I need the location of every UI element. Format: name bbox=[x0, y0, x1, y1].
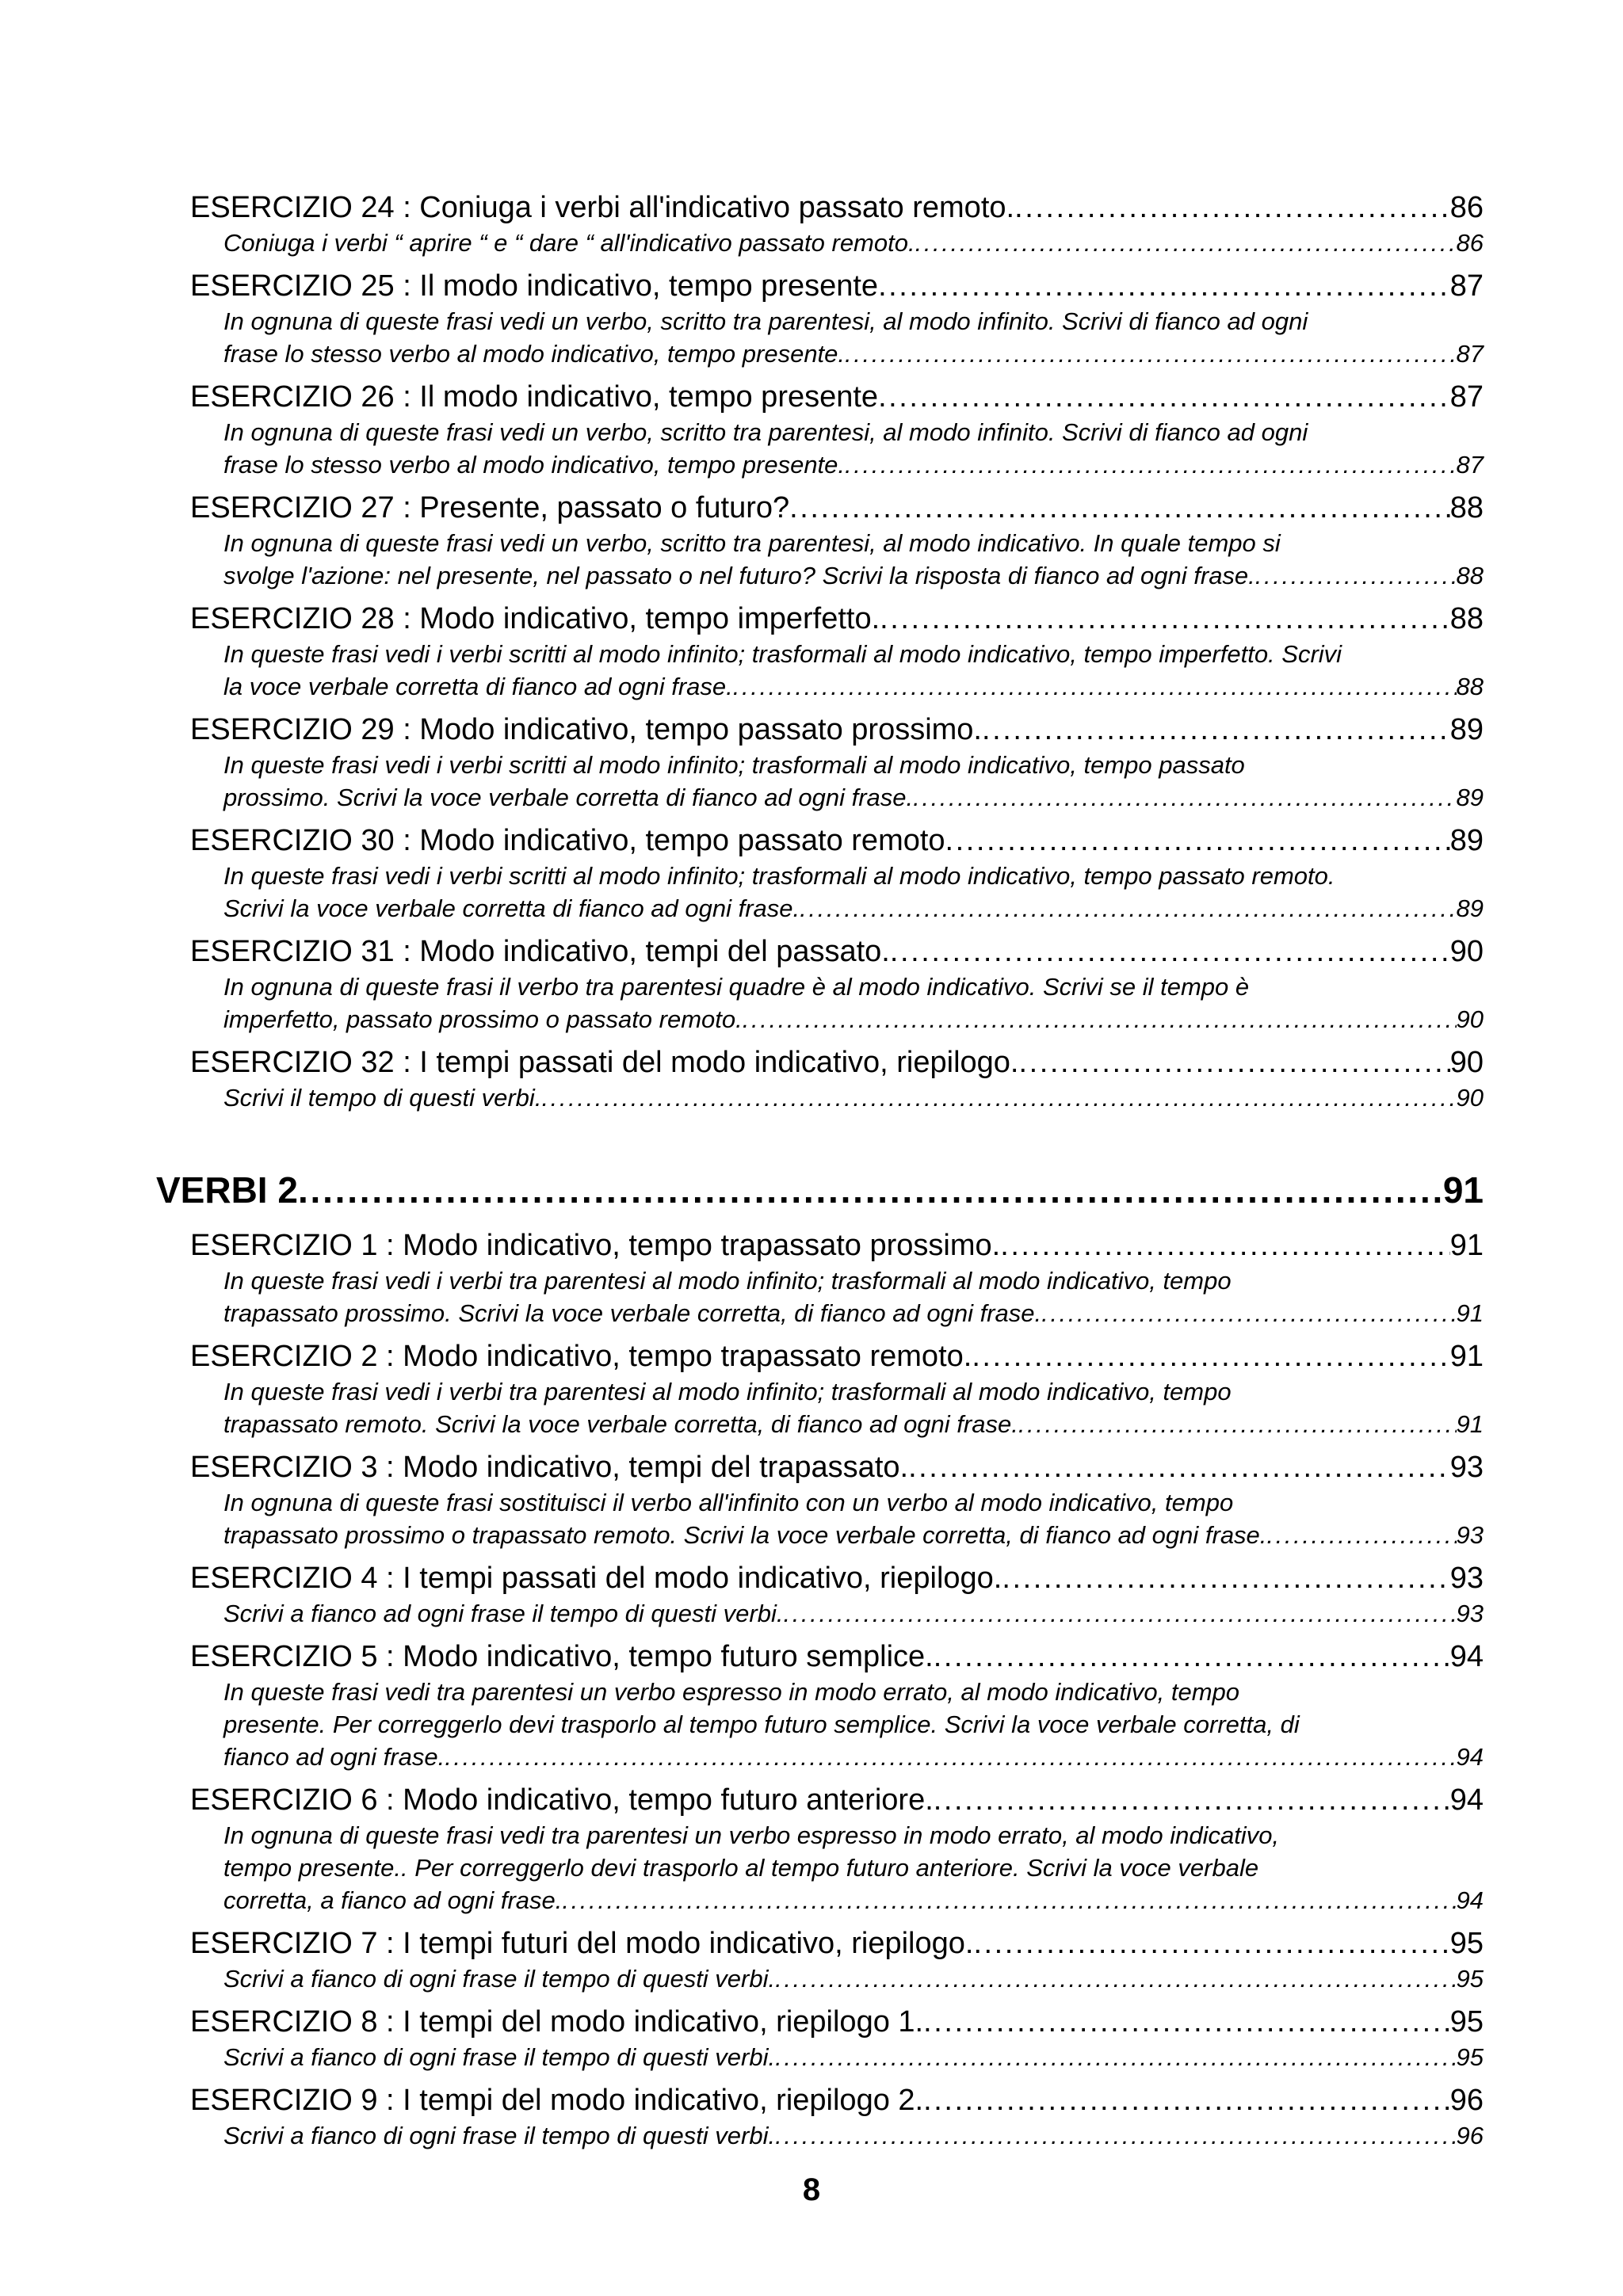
toc-entry bbox=[190, 1448, 1484, 1551]
toc-entry-heading-title: ESERCIZIO 27 : Presente, passato o futuro? bbox=[190, 491, 790, 524]
toc-entry-heading[interactable] bbox=[190, 822, 1484, 860]
toc-entry-heading-page: 94 bbox=[1449, 1783, 1484, 1817]
toc-entry bbox=[190, 189, 1484, 259]
description-last-line[interactable] bbox=[223, 2119, 1484, 2152]
dot-leader bbox=[1255, 559, 1457, 592]
toc-entry-heading[interactable] bbox=[190, 1781, 1484, 1819]
description-line: In queste frasi vedi i verbi scritti al modo infinito; trasformali al modo indicativo, tempo passato remoto. bbox=[223, 862, 1335, 890]
toc-entry-heading-page: 95 bbox=[1449, 2005, 1484, 2039]
description-page: 95 bbox=[1456, 1965, 1484, 1993]
toc-entry-description bbox=[223, 1962, 1484, 1995]
dot-leader bbox=[1002, 1559, 1449, 1597]
toc-entry-description bbox=[223, 860, 1484, 925]
toc-entry-heading-title: ESERCIZIO 3 : Modo indicativo, tempi del trapassato. bbox=[190, 1451, 909, 1484]
dot-leader bbox=[298, 1168, 1443, 1212]
entry-spacer bbox=[156, 1551, 1484, 1559]
toc-chapter[interactable] bbox=[156, 1168, 1484, 1212]
dot-leader bbox=[775, 2119, 1456, 2152]
description-line: prossimo. Scrivi la voce verbale corretta di fianco ad ogni frase. bbox=[223, 784, 914, 811]
toc-entry bbox=[190, 489, 1484, 592]
description-page: 90 bbox=[1456, 1005, 1484, 1033]
entry-spacer bbox=[156, 1035, 1484, 1043]
toc-entry-heading-page: 90 bbox=[1449, 935, 1484, 968]
dot-leader bbox=[878, 267, 1450, 305]
dot-leader bbox=[934, 1781, 1450, 1819]
dot-leader bbox=[1018, 1408, 1457, 1440]
toc-entry-heading-title: ESERCIZIO 2 : Modo indicativo, tempo trapassato remoto. bbox=[190, 1340, 972, 1373]
description-last-line[interactable] bbox=[223, 448, 1484, 481]
toc-entry-heading-page: 87 bbox=[1449, 380, 1484, 414]
dot-leader bbox=[880, 600, 1450, 638]
description-line: la voce verbale corretta di fianco ad ogni frase. bbox=[223, 673, 733, 700]
entry-spacer bbox=[156, 1773, 1484, 1781]
toc-entry-heading[interactable] bbox=[190, 933, 1484, 971]
description-line: In ognuna di queste frasi il verbo tra parentesi quadre è al modo indicativo. Scrivi se il tempo è bbox=[223, 973, 1250, 1001]
toc-entry bbox=[190, 1226, 1484, 1329]
toc-entry-heading[interactable] bbox=[190, 1448, 1484, 1486]
toc-entry-description bbox=[223, 416, 1484, 481]
toc-entry-description bbox=[223, 1264, 1484, 1329]
dot-leader bbox=[445, 1741, 1456, 1773]
description-line: In queste frasi vedi tra parentesi un verbo espresso in modo errato, al modo indicativo, tempo bbox=[223, 1678, 1240, 1706]
toc-entry bbox=[190, 2081, 1484, 2152]
entry-spacer bbox=[156, 1440, 1484, 1448]
description-last-line[interactable] bbox=[223, 1408, 1484, 1440]
toc-entry-description bbox=[223, 305, 1484, 370]
description-page: 96 bbox=[1456, 2122, 1484, 2149]
toc-entry-heading-title: ESERCIZIO 25 : Il modo indicativo, tempo presente bbox=[190, 269, 879, 303]
dot-leader bbox=[789, 489, 1450, 527]
toc-entry-heading[interactable] bbox=[190, 1043, 1484, 1081]
description-line: In ognuna di queste frasi vedi un verbo, scritto tra parentesi, al modo infinito. Scrivi di fianco ad ogni bbox=[223, 307, 1308, 335]
dot-leader bbox=[562, 1884, 1456, 1917]
toc-entry bbox=[190, 1781, 1484, 1917]
entry-spacer bbox=[156, 592, 1484, 600]
entry-spacer bbox=[156, 370, 1484, 378]
description-line: trapassato prossimo o trapassato remoto. Scrivi la voce verbale corretta, di fianco ad ogni frase. bbox=[223, 1521, 1267, 1549]
description-line: trapassato remoto. Scrivi la voce verbale corretta, di fianco ad ogni frase. bbox=[223, 1410, 1018, 1438]
description-line: In queste frasi vedi i verbi scritti al modo infinito; trasformali al modo indicativo, tempo imperfetto. Scrivi bbox=[223, 640, 1342, 668]
dot-leader bbox=[982, 711, 1450, 749]
page-number: 8 bbox=[802, 2172, 821, 2207]
description-page: 88 bbox=[1456, 562, 1484, 589]
entry-spacer bbox=[156, 259, 1484, 267]
entry-spacer bbox=[156, 1630, 1484, 1638]
description-line: tempo presente.. Per correggerlo devi trasporlo al tempo futuro anteriore. Scrivi la voce verbale bbox=[223, 1854, 1259, 1882]
toc-entry-heading-title: ESERCIZIO 1 : Modo indicativo, tempo trapassato prossimo. bbox=[190, 1229, 1001, 1262]
description-last-line[interactable] bbox=[223, 1597, 1484, 1630]
dot-leader bbox=[945, 822, 1450, 860]
description-page: 86 bbox=[1456, 229, 1484, 257]
description-page: 94 bbox=[1456, 1743, 1484, 1771]
toc-entry-heading-title: ESERCIZIO 30 : Modo indicativo, tempo passato remoto bbox=[190, 824, 945, 857]
description-page: 87 bbox=[1456, 451, 1484, 479]
entry-spacer bbox=[156, 925, 1484, 933]
dot-leader bbox=[923, 2081, 1450, 2119]
toc-entry-description bbox=[223, 2041, 1484, 2073]
toc-entry bbox=[190, 933, 1484, 1035]
toc-entry-heading-title: ESERCIZIO 4 : I tempi passati del modo indicativo, riepilogo. bbox=[190, 1562, 1002, 1595]
toc-entry bbox=[190, 1559, 1484, 1630]
description-line: Scrivi a fianco di ogni frase il tempo di questi verbi. bbox=[223, 1965, 776, 1993]
description-page: 91 bbox=[1456, 1299, 1484, 1327]
toc-entry-heading-title: ESERCIZIO 32 : I tempi passati del modo indicativo, riepilogo. bbox=[190, 1046, 1019, 1079]
toc-entry-heading-title: ESERCIZIO 24 : Coniuga i verbi all'indicativo passato remoto. bbox=[190, 191, 1015, 224]
toc-entry-heading[interactable] bbox=[190, 378, 1484, 416]
toc-entry-heading[interactable] bbox=[190, 2081, 1484, 2119]
toc-entry bbox=[190, 1337, 1484, 1440]
toc-entry bbox=[190, 267, 1484, 370]
toc-entry-description bbox=[223, 527, 1484, 592]
description-line: Scrivi il tempo di questi verbi. bbox=[223, 1084, 542, 1112]
toc-entry-heading-title: ESERCIZIO 7 : I tempi futuri del modo indicativo, riepilogo. bbox=[190, 1927, 974, 1960]
toc-entry-heading-page: 90 bbox=[1449, 1046, 1484, 1079]
dot-leader bbox=[890, 933, 1450, 971]
toc-entry bbox=[190, 1638, 1484, 1773]
description-page: 93 bbox=[1456, 1521, 1484, 1549]
toc-entry-heading-title: ESERCIZIO 31 : Modo indicativo, tempi del passato. bbox=[190, 935, 890, 968]
entry-spacer bbox=[156, 1917, 1484, 1924]
toc-entry-heading-title: ESERCIZIO 28 : Modo indicativo, tempo imperfetto. bbox=[190, 602, 880, 635]
toc-entry-heading[interactable] bbox=[190, 2003, 1484, 2041]
toc-entry-heading[interactable] bbox=[190, 1924, 1484, 1962]
toc-entry-heading-page: 94 bbox=[1449, 1640, 1484, 1673]
toc-chapter-title: VERBI 2 bbox=[156, 1169, 298, 1211]
dot-leader bbox=[934, 1638, 1450, 1676]
dot-leader bbox=[800, 892, 1456, 925]
dot-leader bbox=[1014, 189, 1450, 227]
description-page: 91 bbox=[1456, 1410, 1484, 1438]
toc-entry-description bbox=[223, 1597, 1484, 1630]
description-page: 94 bbox=[1456, 1886, 1484, 1914]
dot-leader bbox=[973, 1924, 1449, 1962]
description-page: 90 bbox=[1456, 1084, 1484, 1112]
entry-spacer bbox=[156, 2073, 1484, 2081]
dot-leader bbox=[775, 2041, 1456, 2073]
toc-entry-heading[interactable] bbox=[190, 189, 1484, 227]
toc-entry-description bbox=[223, 1819, 1484, 1917]
description-line: In queste frasi vedi i verbi tra parentesi al modo infinito; trasformali al modo indicativo, tempo bbox=[223, 1267, 1232, 1295]
toc-entry-description bbox=[223, 638, 1484, 703]
toc-entry-heading-page: 91 bbox=[1449, 1340, 1484, 1373]
description-line: Scrivi a fianco ad ogni frase il tempo di questi verbi. bbox=[223, 1600, 784, 1627]
description-line: svolge l'azione: nel presente, nel passato o nel futuro? Scrivi la risposta di fianco ad ogni frase. bbox=[223, 562, 1255, 589]
description-last-line[interactable] bbox=[223, 559, 1484, 592]
description-last-line[interactable] bbox=[223, 1519, 1484, 1551]
dot-leader bbox=[783, 1597, 1456, 1630]
description-last-line[interactable] bbox=[223, 1962, 1484, 1995]
dot-leader bbox=[1266, 1519, 1456, 1551]
dot-leader bbox=[733, 670, 1457, 703]
description-last-line[interactable] bbox=[223, 2041, 1484, 2073]
toc-entry-heading-page: 91 bbox=[1449, 1229, 1484, 1262]
description-last-line[interactable] bbox=[223, 1297, 1484, 1329]
toc-entry-heading-page: 95 bbox=[1449, 1927, 1484, 1960]
dot-leader bbox=[878, 378, 1450, 416]
toc-entry-heading[interactable] bbox=[190, 600, 1484, 638]
toc-entry-description bbox=[223, 1676, 1484, 1773]
toc-entry-heading-page: 86 bbox=[1449, 191, 1484, 224]
toc-entry-heading[interactable] bbox=[190, 1559, 1484, 1597]
description-page: 93 bbox=[1456, 1600, 1484, 1627]
description-last-line[interactable] bbox=[223, 892, 1484, 925]
dot-leader bbox=[1018, 1043, 1449, 1081]
toc-entry-heading-title: ESERCIZIO 29 : Modo indicativo, tempo passato prossimo. bbox=[190, 713, 982, 746]
toc-entry-heading-title: ESERCIZIO 26 : Il modo indicativo, tempo presente bbox=[190, 380, 879, 414]
toc-entry bbox=[190, 378, 1484, 481]
description-line: Scrivi a fianco di ogni frase il tempo di questi verbi. bbox=[223, 2122, 776, 2149]
toc-entry-heading-page: 96 bbox=[1449, 2084, 1484, 2117]
toc-entry-heading-title: ESERCIZIO 9 : I tempi del modo indicativo, riepilogo 2. bbox=[190, 2084, 924, 2117]
description-page: 89 bbox=[1456, 784, 1484, 811]
toc-chapter-page: 91 bbox=[1442, 1169, 1484, 1211]
toc-entry-heading-page: 87 bbox=[1449, 269, 1484, 303]
toc-entry-description bbox=[223, 749, 1484, 814]
toc-entry-description bbox=[223, 971, 1484, 1035]
toc-entry-heading[interactable] bbox=[190, 489, 1484, 527]
toc-entry bbox=[190, 711, 1484, 814]
dot-leader bbox=[923, 2003, 1450, 2041]
description-line: presente. Per correggerlo devi trasporlo al tempo futuro semplice. Scrivi la voce verbale corretta, di bbox=[223, 1711, 1300, 1738]
toc-entry-heading-page: 88 bbox=[1449, 491, 1484, 524]
description-last-line[interactable] bbox=[223, 227, 1484, 259]
toc-entry-heading-title: ESERCIZIO 6 : Modo indicativo, tempo futuro anteriore. bbox=[190, 1783, 934, 1817]
entry-spacer bbox=[156, 1995, 1484, 2003]
toc-entry-heading-title: ESERCIZIO 8 : I tempi del modo indicativo, riepilogo 1. bbox=[190, 2005, 924, 2039]
description-last-line[interactable] bbox=[223, 781, 1484, 814]
dot-leader bbox=[915, 227, 1457, 259]
entry-spacer bbox=[156, 703, 1484, 711]
description-last-line[interactable] bbox=[223, 670, 1484, 703]
description-line: imperfetto, passato prossimo o passato remoto. bbox=[223, 1005, 743, 1033]
toc-entry-heading-page: 93 bbox=[1449, 1562, 1484, 1595]
description-line: In ognuna di queste frasi vedi tra parentesi un verbo espresso in modo errato, al modo indicativo, bbox=[223, 1821, 1280, 1849]
description-last-line[interactable] bbox=[223, 1003, 1484, 1035]
toc-entry bbox=[190, 600, 1484, 703]
toc-entry-heading-page: 89 bbox=[1449, 824, 1484, 857]
toc-entry-heading[interactable] bbox=[190, 1638, 1484, 1676]
toc-entry-description bbox=[223, 1375, 1484, 1440]
description-page: 88 bbox=[1456, 673, 1484, 700]
toc-entry-heading-page: 89 bbox=[1449, 713, 1484, 746]
dot-leader bbox=[972, 1337, 1449, 1375]
description-line: corretta, a fianco ad ogni frase. bbox=[223, 1886, 563, 1914]
entry-spacer bbox=[156, 1329, 1484, 1337]
dot-leader bbox=[845, 448, 1456, 481]
dot-leader bbox=[845, 338, 1456, 370]
description-line: trapassato prossimo. Scrivi la voce verbale corretta, di fianco ad ogni frase. bbox=[223, 1299, 1042, 1327]
description-last-line[interactable] bbox=[223, 1081, 1484, 1114]
dot-leader bbox=[743, 1003, 1457, 1035]
toc-entry-heading[interactable] bbox=[190, 267, 1484, 305]
toc-entry bbox=[190, 1043, 1484, 1114]
description-line: In queste frasi vedi i verbi scritti al modo infinito; trasformali al modo indicativo, tempo passato bbox=[223, 751, 1245, 779]
toc-entry-description bbox=[223, 227, 1484, 259]
toc-entry-heading-page: 93 bbox=[1449, 1451, 1484, 1484]
description-last-line[interactable] bbox=[223, 338, 1484, 370]
toc-entry bbox=[190, 822, 1484, 925]
toc-entry-heading[interactable] bbox=[190, 1226, 1484, 1264]
dot-leader bbox=[1000, 1226, 1450, 1264]
description-page: 89 bbox=[1456, 894, 1484, 922]
entry-spacer bbox=[156, 2152, 1484, 2160]
toc-entry-heading-page: 88 bbox=[1449, 602, 1484, 635]
description-page: 87 bbox=[1456, 340, 1484, 368]
toc-entry bbox=[190, 2003, 1484, 2073]
entry-spacer bbox=[156, 814, 1484, 822]
description-line: In ognuna di queste frasi vedi un verbo, scritto tra parentesi, al modo indicativo. In quale tempo si bbox=[223, 529, 1281, 557]
dot-leader bbox=[541, 1081, 1456, 1114]
table-of-contents bbox=[156, 189, 1484, 2160]
dot-leader bbox=[775, 1962, 1456, 1995]
dot-leader bbox=[908, 1448, 1450, 1486]
description-last-line[interactable] bbox=[223, 1741, 1484, 1773]
entry-spacer bbox=[156, 1114, 1484, 1122]
description-line: In ognuna di queste frasi vedi un verbo, scritto tra parentesi, al modo infinito. Scrivi di fianco ad ogni bbox=[223, 418, 1308, 446]
description-line: Scrivi la voce verbale corretta di fianco ad ogni frase. bbox=[223, 894, 800, 922]
toc-entry-heading[interactable] bbox=[190, 711, 1484, 749]
description-line: In queste frasi vedi i verbi tra parentesi al modo infinito; trasformali al modo indicativo, tempo bbox=[223, 1378, 1232, 1405]
description-page: 95 bbox=[1456, 2043, 1484, 2071]
toc-entry-description bbox=[223, 1081, 1484, 1114]
description-line: fianco ad ogni frase. bbox=[223, 1743, 445, 1771]
entry-spacer bbox=[156, 481, 1484, 489]
description-line: In ognuna di queste frasi sostituisci il verbo all'infinito con un verbo al modo indicativo, tempo bbox=[223, 1489, 1234, 1516]
description-last-line[interactable] bbox=[223, 1884, 1484, 1917]
toc-entry-heading-title: ESERCIZIO 5 : Modo indicativo, tempo futuro semplice. bbox=[190, 1640, 934, 1673]
dot-leader bbox=[913, 781, 1456, 814]
toc-entry-description bbox=[223, 1486, 1484, 1551]
description-line: frase lo stesso verbo al modo indicativo, tempo presente. bbox=[223, 451, 846, 479]
description-line: Coniuga i verbi “ aprire “ e “ dare “ all'indicativo passato remoto. bbox=[223, 229, 915, 257]
toc-entry-description bbox=[223, 2119, 1484, 2152]
toc-entry bbox=[190, 1924, 1484, 1995]
toc-entry-heading[interactable] bbox=[190, 1337, 1484, 1375]
description-line: frase lo stesso verbo al modo indicativo, tempo presente. bbox=[223, 340, 846, 368]
description-line: Scrivi a fianco di ogni frase il tempo di questi verbi. bbox=[223, 2043, 776, 2071]
dot-leader bbox=[1041, 1297, 1456, 1329]
